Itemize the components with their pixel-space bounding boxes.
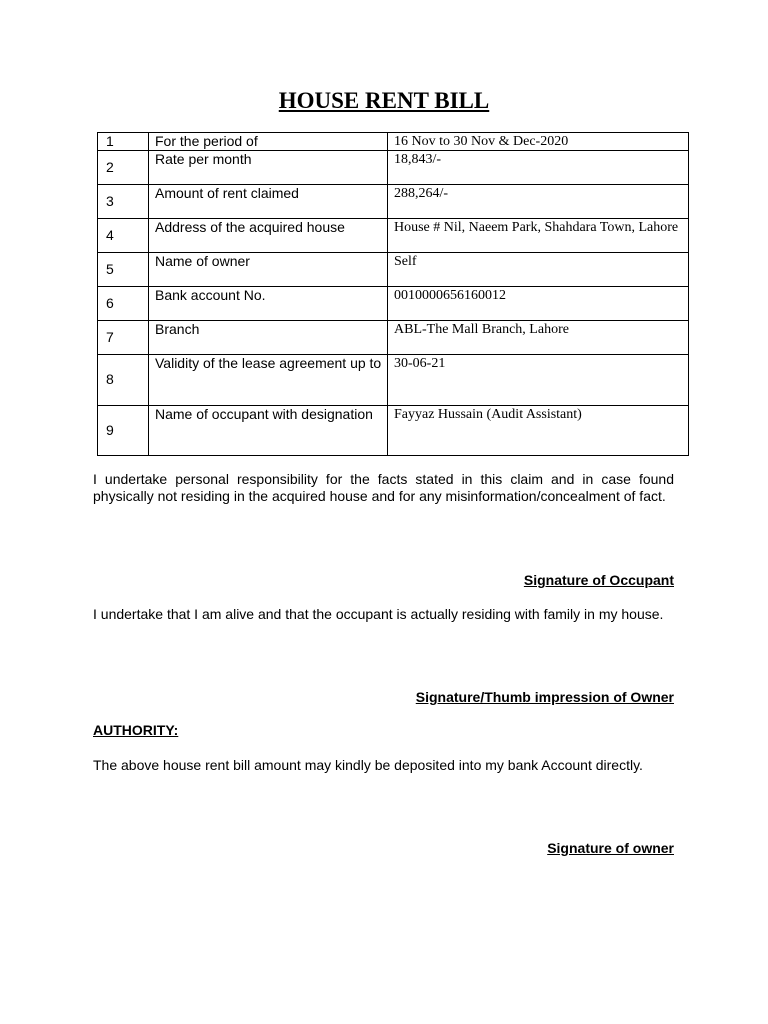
owner-thumb-signature-label: Signature/Thumb impression of Owner	[415, 689, 674, 705]
row-field: Name of occupant with designation	[149, 406, 388, 456]
owner-signature-label: Signature of owner	[547, 840, 674, 856]
row-field: Amount of rent claimed	[149, 185, 388, 219]
occupant-signature-label: Signature of Occupant	[523, 572, 674, 588]
row-number: 6	[98, 287, 149, 321]
table-row	[98, 321, 689, 355]
document-title: HOUSE RENT BILL	[278, 88, 490, 113]
row-value: Fayyaz Hussain (Audit Assistant)	[388, 406, 689, 456]
row-field: For the period of	[149, 133, 388, 151]
table-row	[98, 151, 689, 185]
authority-heading: AUTHORITY:	[93, 722, 179, 738]
bill-table	[97, 132, 689, 456]
row-value: House # Nil, Naeem Park, Shahdara Town, Lahore	[388, 219, 689, 253]
owner-undertaking-text: I undertake that I am alive and that the occupant is actually residing with family in my house.	[93, 606, 664, 622]
table-row	[98, 355, 689, 406]
table-row	[98, 253, 689, 287]
row-number: 5	[98, 253, 149, 287]
row-value: 288,264/-	[388, 185, 689, 219]
row-field: Branch	[149, 321, 388, 355]
row-value: ABL-The Mall Branch, Lahore	[388, 321, 689, 355]
row-number: 3	[98, 185, 149, 219]
table-row	[98, 185, 689, 219]
row-number: 2	[98, 151, 149, 185]
row-number: 9	[98, 406, 149, 456]
table-row	[98, 219, 689, 253]
row-field: Bank account No.	[149, 287, 388, 321]
row-number: 8	[98, 355, 149, 406]
row-value: 0010000656160012	[388, 287, 689, 321]
row-field: Name of owner	[149, 253, 388, 287]
row-field: Address of the acquired house	[149, 219, 388, 253]
row-value: 30-06-21	[388, 355, 689, 406]
row-number: 1	[98, 133, 149, 151]
row-value: Self	[388, 253, 689, 287]
table-row	[98, 287, 689, 321]
table-row	[98, 133, 689, 151]
row-field: Validity of the lease agreement up to	[149, 355, 388, 406]
row-value: 18,843/-	[388, 151, 689, 185]
row-value: 16 Nov to 30 Nov & Dec-2020	[388, 133, 689, 151]
row-field: Rate per month	[149, 151, 388, 185]
row-number: 7	[98, 321, 149, 355]
row-number: 4	[98, 219, 149, 253]
table-row	[98, 406, 689, 456]
occupant-undertaking-text: I undertake personal responsibility for the facts stated in this claim and in case found physically not residing in the acquired house and for any misinformation/concealment of fact.	[93, 471, 674, 504]
authority-text: The above house rent bill amount may kindly be deposited into my bank Account directly.	[93, 757, 643, 773]
